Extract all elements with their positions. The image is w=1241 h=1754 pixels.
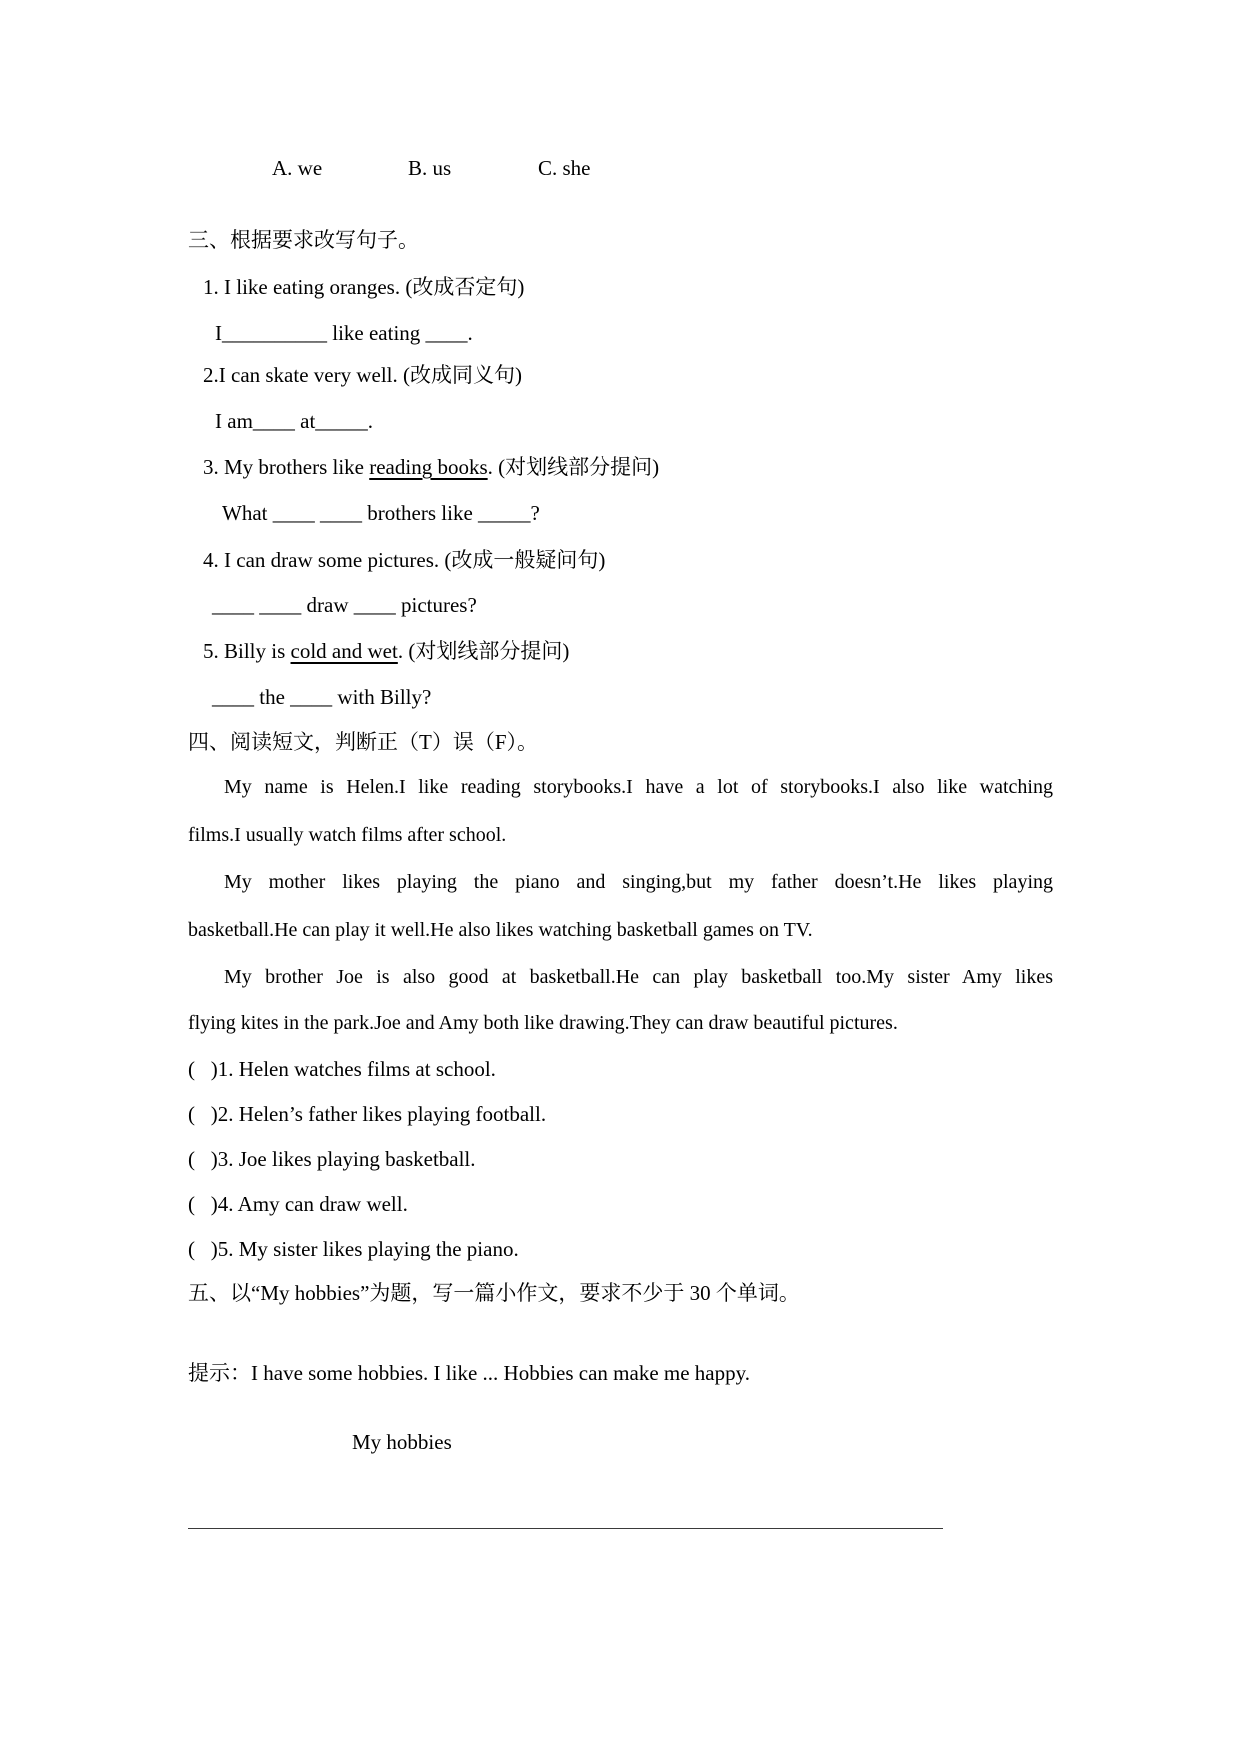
reading-paragraph-3-line-1: My brother Joe is also good at basketball.He can play basketball too.My sister Amy likes	[224, 966, 1053, 988]
question-5-underlined-part: cold and wet	[290, 639, 398, 663]
answer-option-a: A. we	[272, 156, 323, 180]
question-5-prefix: 5. Billy is	[203, 639, 291, 663]
question-1: 1. I like eating oranges. (改成否定句)	[203, 275, 525, 299]
answer-blank-1: I__________ like eating ____.	[215, 321, 473, 345]
answer-blank-4: ____ ____ draw ____ pictures?	[212, 593, 477, 617]
question-3	[203, 453, 659, 481]
answer-option-b: B. us	[408, 156, 452, 180]
tf-statement-4: ( )4. Amy can draw well.	[188, 1192, 408, 1216]
question-4: 4. I can draw some pictures. (改成一般疑问句)	[203, 548, 606, 572]
answer-blank-5: ____ the ____ with Billy?	[212, 685, 432, 709]
answer-blank-3: What ____ ____ brothers like _____?	[222, 501, 540, 525]
writing-line	[188, 1528, 943, 1529]
essay-hint: 提示：I have some hobbies. I like ... Hobbies can make me happy.	[188, 1361, 750, 1385]
reading-paragraph-3-line-2: flying kites in the park.Joe and Amy both like drawing.They can draw beautiful pictures.	[188, 1012, 898, 1034]
section4-heading: 四、阅读短文，判断正（T）误（F）。	[188, 730, 539, 754]
question-2: 2.I can skate very well. (改成同义句)	[203, 363, 522, 387]
answer-blank-2: I am____ at_____.	[215, 409, 374, 433]
tf-statement-1: ( )1. Helen watches films at school.	[188, 1057, 496, 1081]
essay-title: My hobbies	[352, 1430, 452, 1454]
answer-option-c: C. she	[538, 156, 591, 180]
section5-heading: 五、以“My hobbies”为题，写一篇小作文，要求不少于 30 个单词。	[188, 1281, 800, 1305]
reading-paragraph-1-line-2: films.I usually watch films after school.	[188, 824, 507, 846]
tf-statement-3: ( )3. Joe likes playing basketball.	[188, 1147, 476, 1171]
question-3-prefix: 3. My brothers like	[203, 455, 370, 479]
question-3-suffix: . (对划线部分提问)	[487, 455, 660, 479]
tf-statement-2: ( )2. Helen’s father likes playing football.	[188, 1102, 547, 1126]
reading-paragraph-2-line-1: My mother likes playing the piano and singing,but my father doesn’t.He likes playing	[224, 871, 1053, 893]
question-5	[203, 637, 569, 665]
tf-statement-5: ( )5. My sister likes playing the piano.	[188, 1237, 519, 1261]
reading-paragraph-1-line-1: My name is Helen.I like reading storybooks.I have a lot of storybooks.I also like watching	[224, 776, 1053, 798]
question-5-suffix: . (对划线部分提问)	[397, 639, 570, 663]
section3-heading: 三、根据要求改写句子。	[188, 228, 419, 252]
question-3-underlined-part: reading books	[369, 455, 488, 479]
reading-paragraph-2-line-2: basketball.He can play it well.He also likes watching basketball games on TV.	[188, 919, 813, 941]
